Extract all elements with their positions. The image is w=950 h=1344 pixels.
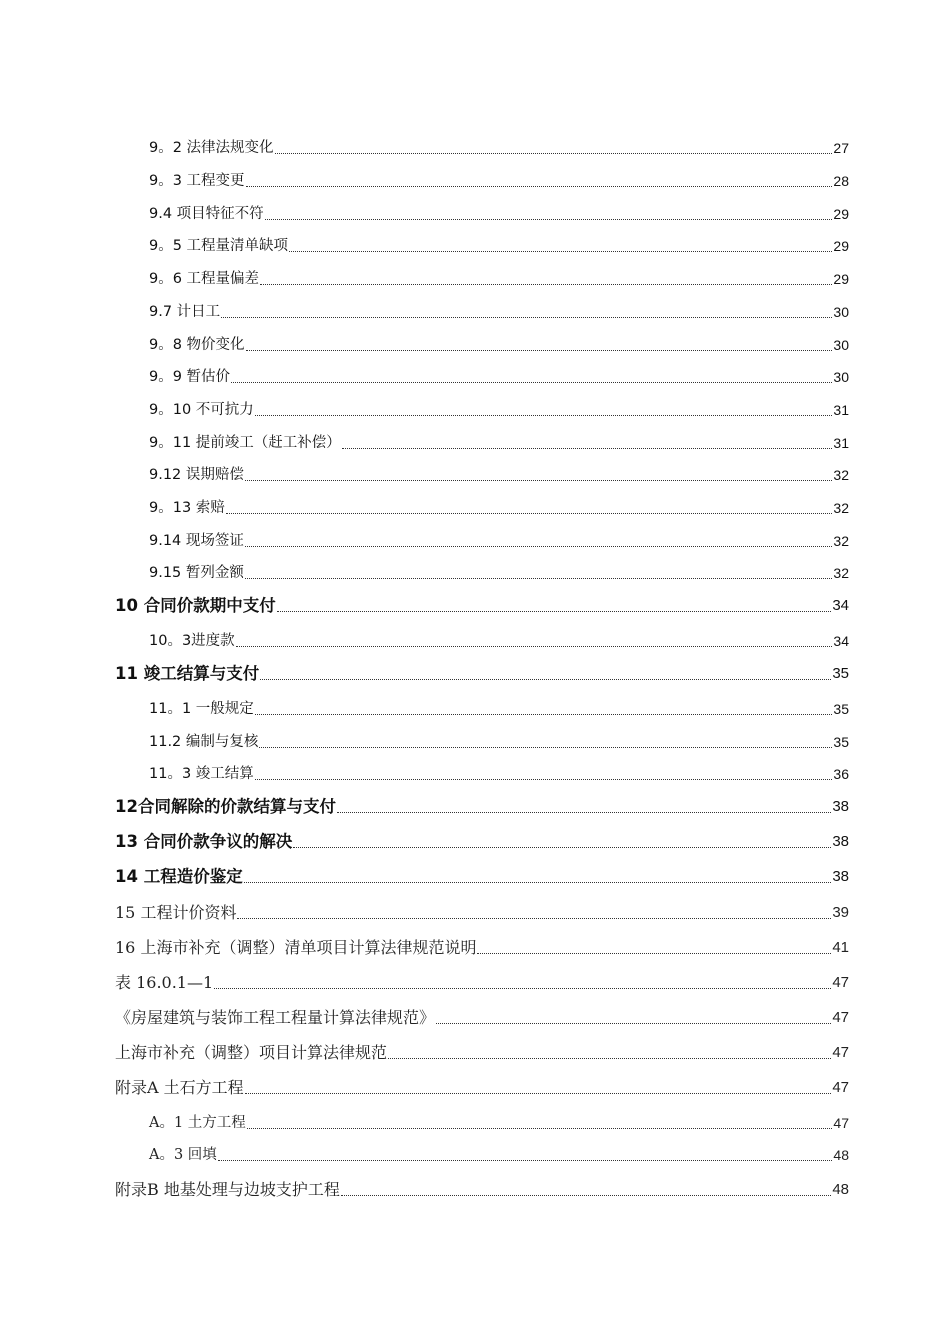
- toc-entry-title: 9。9 暂估价: [149, 368, 231, 385]
- toc-dot-leader: [337, 811, 831, 813]
- toc-dot-leader: [245, 545, 833, 547]
- toc-entry-title: A。1 土方工程: [149, 1114, 246, 1131]
- toc-dot-leader: [218, 1159, 833, 1161]
- toc-entry-title: 9.14 现场签证: [149, 532, 244, 549]
- toc-entry-title: 9。11 提前竣工（赶工补偿）: [149, 434, 341, 451]
- toc-entry-title: 9。6 工程量偏差: [149, 270, 260, 287]
- toc-dot-leader: [246, 349, 833, 351]
- toc-entry-title: 9.15 暂列金额: [149, 564, 244, 581]
- toc-page-number: 39: [832, 904, 849, 922]
- toc-entry[interactable]: [149, 206, 849, 223]
- toc-entry-title: 9。10 不可抗力: [149, 401, 254, 418]
- toc-entry[interactable]: [115, 1008, 849, 1027]
- toc-entry[interactable]: [115, 938, 849, 957]
- toc-dot-leader: [244, 881, 832, 883]
- toc-page-number: 38: [832, 833, 849, 851]
- toc-entry-title: 10。3进度款: [149, 632, 235, 649]
- toc-entry[interactable]: [149, 402, 849, 419]
- toc-page-number: 34: [832, 597, 849, 615]
- toc-page-number: 29: [833, 271, 849, 288]
- toc-entry[interactable]: [149, 701, 849, 718]
- toc-dot-leader: [265, 218, 833, 220]
- toc-page-number: 47: [833, 1115, 849, 1132]
- toc-entry-title: 9。2 法律法规变化: [149, 139, 274, 156]
- toc-page-number: 47: [832, 1044, 849, 1062]
- toc-entry-title: 16 上海市补充（调整）清单项目计算法律规范说明: [115, 938, 477, 958]
- toc-entry-title: 9。8 物价变化: [149, 336, 245, 353]
- toc-entry-title: 上海市补充（调整）项目计算法律规范: [115, 1043, 388, 1063]
- toc-entry-title: 附录A 土石方工程: [115, 1078, 244, 1098]
- toc-entry-title: 表 16.0.1—1: [115, 973, 214, 993]
- toc-page-number: 32: [833, 467, 849, 484]
- toc-entry-title: 10 合同价款期中支付: [115, 595, 276, 615]
- toc-entry-title: 9.7 计日工: [149, 303, 221, 320]
- toc-dot-leader: [477, 952, 831, 954]
- toc-dot-leader: [247, 1127, 833, 1129]
- toc-dot-leader: [436, 1022, 831, 1024]
- toc-entry[interactable]: [149, 565, 849, 582]
- toc-page-number: 36: [833, 766, 849, 783]
- toc-page-number: 32: [833, 500, 849, 517]
- toc-page-number: 29: [833, 206, 849, 223]
- toc-dot-leader: [342, 447, 833, 449]
- toc-page-number: 31: [833, 435, 849, 452]
- toc-dot-leader: [245, 479, 833, 481]
- toc-page-number: 48: [833, 1147, 849, 1164]
- toc-entry-title: 附录B 地基处理与边坡支护工程: [115, 1180, 340, 1200]
- toc-entry[interactable]: [149, 271, 849, 288]
- toc-dot-leader: [231, 381, 832, 383]
- toc-page-number: 30: [833, 369, 849, 386]
- toc-entry[interactable]: [115, 1043, 849, 1062]
- toc-entry-title: 12合同解除的价款结算与支付: [115, 796, 336, 816]
- toc-entry[interactable]: [149, 734, 849, 751]
- toc-entry[interactable]: [115, 596, 849, 616]
- toc-entry-title: 11。1 一般规定: [149, 700, 254, 717]
- toc-entry-title: 9。3 工程变更: [149, 172, 245, 189]
- toc-page-number: 38: [832, 798, 849, 816]
- toc-entry[interactable]: [149, 1147, 849, 1164]
- toc-page-number: 47: [832, 1079, 849, 1097]
- toc-entry-title: 15 工程计价资料: [115, 903, 237, 923]
- toc-entry[interactable]: [115, 1078, 849, 1097]
- toc-dot-leader: [255, 414, 833, 416]
- toc-page-number: 48: [832, 1181, 849, 1199]
- toc-entry-title: 14 工程造价鉴定: [115, 866, 243, 886]
- toc-dot-leader: [245, 577, 833, 579]
- toc-page-number: 29: [833, 238, 849, 255]
- toc-entry-title: 11.2 编制与复核: [149, 733, 259, 750]
- toc-dot-leader: [275, 152, 833, 154]
- toc-dot-leader: [236, 645, 833, 647]
- toc-dot-leader: [237, 917, 831, 919]
- toc-page-number: 47: [832, 1009, 849, 1027]
- toc-dot-leader: [255, 713, 833, 715]
- toc-page-number: 32: [833, 565, 849, 582]
- toc-page-number: 35: [833, 734, 849, 751]
- toc-dot-leader: [293, 846, 831, 848]
- toc-entry[interactable]: [149, 766, 849, 783]
- toc-entry[interactable]: [149, 533, 849, 550]
- toc-dot-leader: [260, 678, 831, 680]
- toc-dot-leader: [221, 316, 832, 318]
- toc-entry[interactable]: [149, 435, 849, 452]
- toc-dot-leader: [246, 185, 833, 187]
- toc-page-number: 34: [833, 633, 849, 650]
- toc-dot-leader: [388, 1057, 831, 1059]
- toc-entry-title: 13 合同价款争议的解决: [115, 831, 293, 851]
- toc-entry[interactable]: [115, 973, 849, 992]
- toc-entry-title: 9。13 索赔: [149, 499, 225, 516]
- toc-entry-title: 11 竣工结算与支付: [115, 663, 260, 683]
- toc-dot-leader: [259, 746, 832, 748]
- toc-dot-leader: [214, 987, 831, 989]
- toc-dot-leader: [226, 512, 833, 514]
- toc-entry[interactable]: [115, 832, 849, 852]
- toc-dot-leader: [341, 1194, 831, 1196]
- toc-page-number: 27: [833, 140, 849, 157]
- toc-entry[interactable]: [149, 369, 849, 386]
- toc-entry-title: 11。3 竣工结算: [149, 765, 254, 782]
- toc-page-number: 47: [832, 974, 849, 992]
- toc-page-number: 38: [832, 868, 849, 886]
- toc-entry[interactable]: [149, 337, 849, 354]
- toc-dot-leader: [255, 778, 833, 780]
- toc-entry[interactable]: [149, 140, 849, 157]
- toc-page-number: 32: [833, 533, 849, 550]
- toc-entry-title: A。3 回填: [149, 1146, 217, 1163]
- toc-dot-leader: [277, 610, 832, 612]
- toc-page-number: 30: [833, 337, 849, 354]
- toc-page-number: 31: [833, 402, 849, 419]
- toc-entry[interactable]: [149, 467, 849, 484]
- toc-page-number: 30: [833, 304, 849, 321]
- toc-entry[interactable]: [115, 1180, 849, 1199]
- toc-entry[interactable]: [115, 664, 849, 684]
- toc-entry[interactable]: [149, 304, 849, 321]
- toc-page-number: 35: [833, 701, 849, 718]
- toc-page-number: 41: [832, 939, 849, 957]
- toc-entry[interactable]: [149, 238, 849, 255]
- toc-entry[interactable]: [115, 903, 849, 922]
- toc-entry-title: 9.4 项目特征不符: [149, 205, 264, 222]
- toc-dot-leader: [260, 283, 832, 285]
- toc-page-number: 28: [833, 173, 849, 190]
- toc-entry-title: 9.12 误期赔偿: [149, 466, 244, 483]
- toc-entry[interactable]: [149, 500, 849, 517]
- toc-dot-leader: [289, 250, 832, 252]
- toc-entry[interactable]: [115, 797, 849, 817]
- toc-entry[interactable]: [115, 867, 849, 887]
- toc-entry[interactable]: [149, 173, 849, 190]
- toc-entry-title: 《房屋建筑与装饰工程工程量计算法律规范》: [115, 1008, 436, 1028]
- toc-entry[interactable]: [149, 633, 849, 650]
- toc-entry-title: 9。5 工程量清单缺项: [149, 237, 289, 254]
- toc-page-number: 35: [832, 665, 849, 683]
- toc-entry[interactable]: [149, 1115, 849, 1132]
- toc-dot-leader: [245, 1092, 832, 1094]
